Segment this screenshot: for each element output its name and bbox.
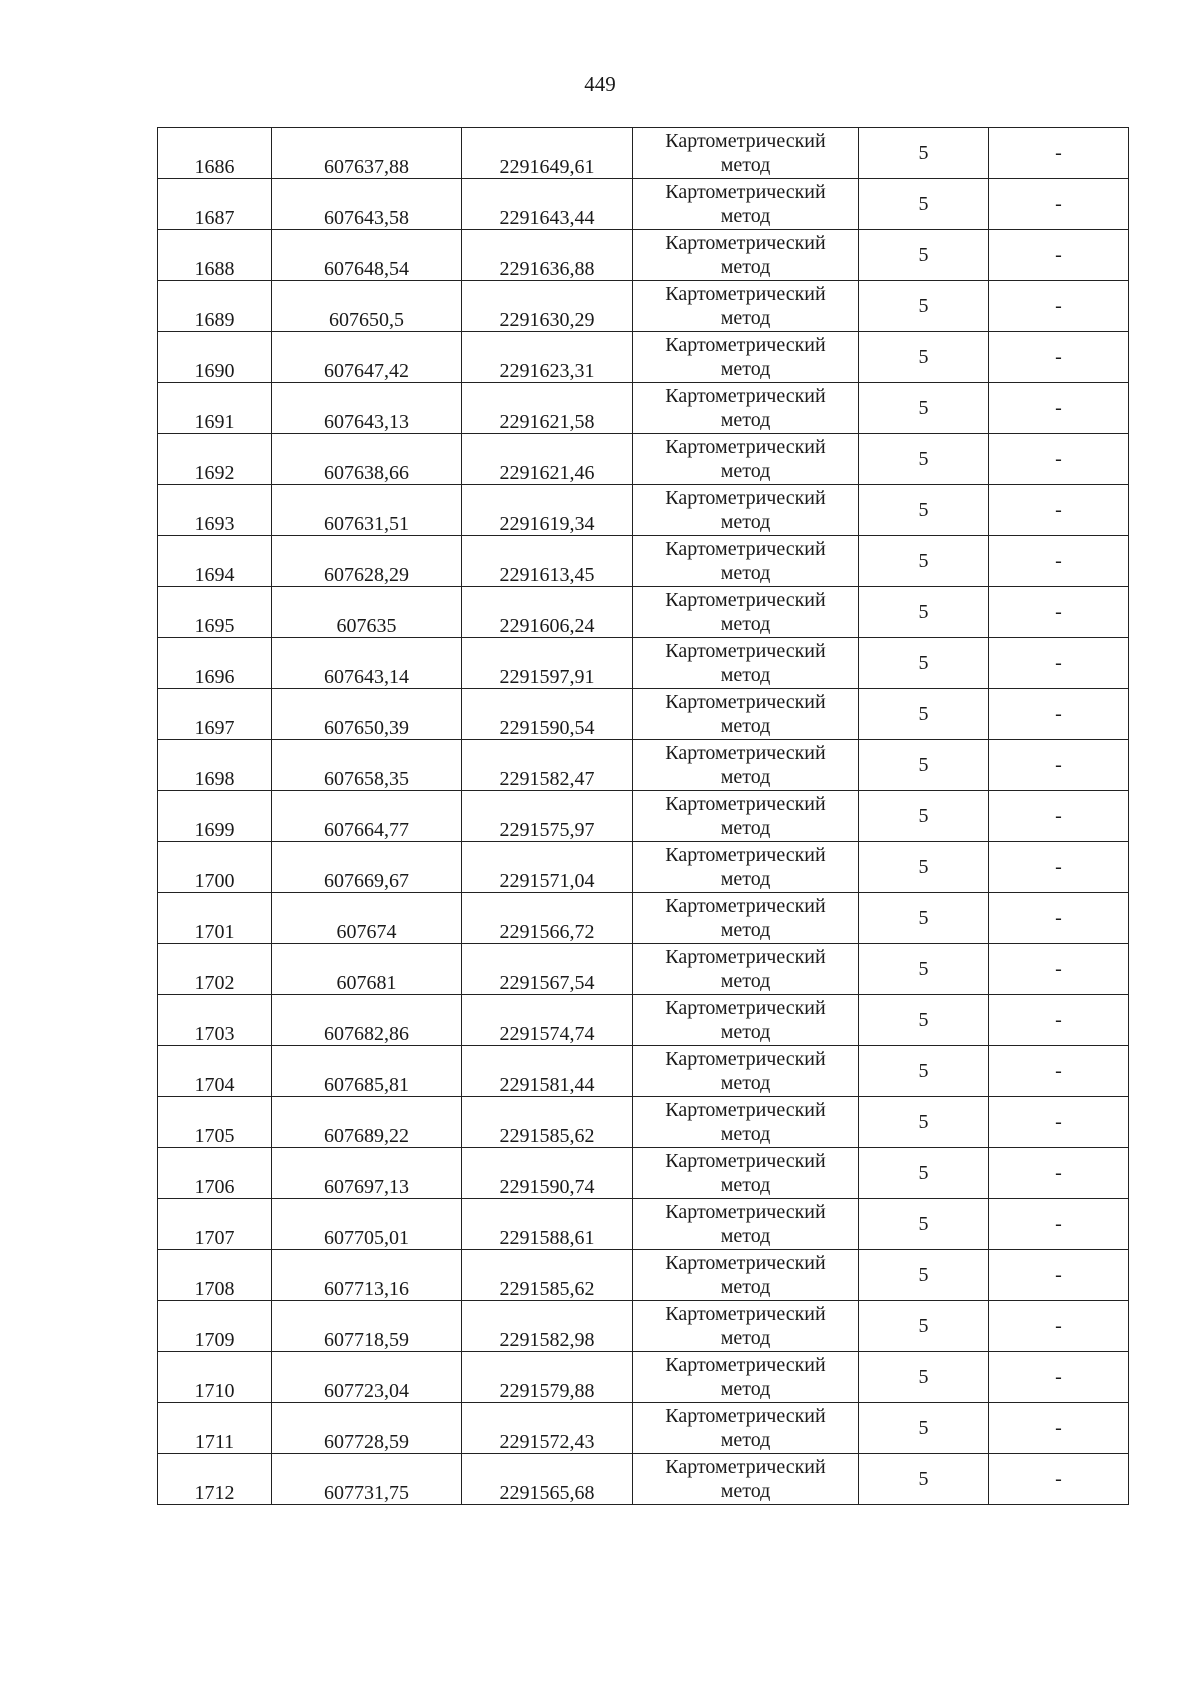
- method-line-2: метод: [720, 817, 771, 839]
- y-coordinate-cell: 2291621,58: [462, 383, 633, 434]
- table-row: [158, 383, 1129, 434]
- accuracy-cell: 5: [859, 740, 989, 791]
- y-coordinate-cell: 2291606,24: [462, 587, 633, 638]
- description-cell: -: [989, 179, 1129, 230]
- y-coordinate-cell: 2291567,54: [462, 944, 633, 995]
- method-cell: [633, 1250, 859, 1301]
- point-number-cell: 1711: [158, 1403, 272, 1454]
- method-cell: [633, 485, 859, 536]
- table-row: [158, 1199, 1129, 1250]
- x-coordinate-cell: 607643,13: [272, 383, 462, 434]
- accuracy-cell: 5: [859, 1148, 989, 1199]
- point-number-cell: 1692: [158, 434, 272, 485]
- point-number-cell: 1699: [158, 791, 272, 842]
- method-line-1: Картометрический: [665, 1252, 826, 1274]
- table-row: [158, 638, 1129, 689]
- accuracy-cell: 5: [859, 587, 989, 638]
- y-coordinate-cell: 2291590,54: [462, 689, 633, 740]
- description-cell: -: [989, 281, 1129, 332]
- method-line-2: метод: [720, 1225, 771, 1247]
- point-number-cell: 1695: [158, 587, 272, 638]
- point-number-cell: 1705: [158, 1097, 272, 1148]
- accuracy-cell: 5: [859, 128, 989, 179]
- method-line-1: Картометрический: [665, 1303, 826, 1325]
- accuracy-cell: 5: [859, 1301, 989, 1352]
- x-coordinate-cell: 607682,86: [272, 995, 462, 1046]
- description-cell: -: [989, 332, 1129, 383]
- method-line-2: метод: [720, 1123, 771, 1145]
- method-cell: [633, 536, 859, 587]
- x-coordinate-cell: 607718,59: [272, 1301, 462, 1352]
- method-line-1: Картометрический: [665, 385, 826, 407]
- accuracy-cell: 5: [859, 638, 989, 689]
- y-coordinate-cell: 2291630,29: [462, 281, 633, 332]
- point-number-cell: 1698: [158, 740, 272, 791]
- point-number-cell: 1687: [158, 179, 272, 230]
- method-line-2: метод: [720, 919, 771, 941]
- table-row: [158, 1046, 1129, 1097]
- description-cell: -: [989, 842, 1129, 893]
- description-cell: -: [989, 1352, 1129, 1403]
- method-line-1: Картометрический: [665, 334, 826, 356]
- x-coordinate-cell: 607650,5: [272, 281, 462, 332]
- x-coordinate-cell: 607643,58: [272, 179, 462, 230]
- y-coordinate-cell: 2291636,88: [462, 230, 633, 281]
- description-cell: -: [989, 434, 1129, 485]
- method-line-2: метод: [720, 1327, 771, 1349]
- point-number-cell: 1686: [158, 128, 272, 179]
- method-line-1: Картометрический: [665, 640, 826, 662]
- accuracy-cell: 5: [859, 383, 989, 434]
- method-line-2: метод: [720, 1174, 771, 1196]
- point-number-cell: 1688: [158, 230, 272, 281]
- method-cell: [633, 1454, 859, 1505]
- table-row: [158, 944, 1129, 995]
- method-line-1: Картометрический: [665, 742, 826, 764]
- accuracy-cell: 5: [859, 536, 989, 587]
- accuracy-cell: 5: [859, 1097, 989, 1148]
- table-row: [158, 587, 1129, 638]
- y-coordinate-cell: 2291613,45: [462, 536, 633, 587]
- method-line-1: Картометрический: [665, 691, 826, 713]
- point-number-cell: 1708: [158, 1250, 272, 1301]
- point-number-cell: 1707: [158, 1199, 272, 1250]
- description-cell: -: [989, 944, 1129, 995]
- page-number: 449: [584, 72, 616, 96]
- accuracy-cell: 5: [859, 893, 989, 944]
- point-number-cell: 1691: [158, 383, 272, 434]
- point-number-cell: 1697: [158, 689, 272, 740]
- method-line-1: Картометрический: [665, 793, 826, 815]
- table-row: [158, 230, 1129, 281]
- point-number-cell: 1690: [158, 332, 272, 383]
- method-cell: [633, 587, 859, 638]
- method-cell: [633, 128, 859, 179]
- method-line-2: метод: [720, 664, 771, 686]
- x-coordinate-cell: 607689,22: [272, 1097, 462, 1148]
- method-line-1: Картометрический: [665, 283, 826, 305]
- accuracy-cell: 5: [859, 1403, 989, 1454]
- method-cell: [633, 638, 859, 689]
- description-cell: -: [989, 893, 1129, 944]
- y-coordinate-cell: 2291566,72: [462, 893, 633, 944]
- description-cell: -: [989, 1250, 1129, 1301]
- y-coordinate-cell: 2291588,61: [462, 1199, 633, 1250]
- description-cell: -: [989, 791, 1129, 842]
- method-line-1: Картометрический: [665, 844, 826, 866]
- method-line-1: Картометрический: [665, 997, 826, 1019]
- point-number-cell: 1693: [158, 485, 272, 536]
- point-number-cell: 1710: [158, 1352, 272, 1403]
- method-cell: [633, 1148, 859, 1199]
- method-line-2: метод: [720, 358, 771, 380]
- method-line-2: метод: [720, 1378, 771, 1400]
- method-line-1: Картометрический: [665, 181, 826, 203]
- method-line-1: Картометрический: [665, 1405, 826, 1427]
- point-number-cell: 1704: [158, 1046, 272, 1097]
- x-coordinate-cell: 607664,77: [272, 791, 462, 842]
- x-coordinate-cell: 607728,59: [272, 1403, 462, 1454]
- accuracy-cell: 5: [859, 434, 989, 485]
- method-line-2: метод: [720, 307, 771, 329]
- table-row: [158, 1454, 1129, 1505]
- point-number-cell: 1701: [158, 893, 272, 944]
- method-cell: [633, 1403, 859, 1454]
- x-coordinate-cell: 607638,66: [272, 434, 462, 485]
- method-cell: [633, 893, 859, 944]
- method-line-2: метод: [720, 1276, 771, 1298]
- description-cell: -: [989, 587, 1129, 638]
- y-coordinate-cell: 2291590,74: [462, 1148, 633, 1199]
- method-cell: [633, 995, 859, 1046]
- method-line-2: метод: [720, 409, 771, 431]
- y-coordinate-cell: 2291565,68: [462, 1454, 633, 1505]
- description-cell: -: [989, 995, 1129, 1046]
- method-cell: [633, 1199, 859, 1250]
- method-line-1: Картометрический: [665, 1099, 826, 1121]
- description-cell: -: [989, 1148, 1129, 1199]
- method-cell: [633, 1046, 859, 1097]
- accuracy-cell: 5: [859, 791, 989, 842]
- point-number-cell: 1700: [158, 842, 272, 893]
- method-line-2: метод: [720, 460, 771, 482]
- table-row: [158, 740, 1129, 791]
- method-line-1: Картометрический: [665, 1048, 826, 1070]
- x-coordinate-cell: 607658,35: [272, 740, 462, 791]
- table-row: [158, 1148, 1129, 1199]
- y-coordinate-cell: 2291597,91: [462, 638, 633, 689]
- accuracy-cell: 5: [859, 485, 989, 536]
- table-row: [158, 332, 1129, 383]
- table-row: [158, 536, 1129, 587]
- accuracy-cell: 5: [859, 995, 989, 1046]
- method-line-2: метод: [720, 868, 771, 890]
- method-line-1: Картометрический: [665, 1354, 826, 1376]
- table-row: [158, 791, 1129, 842]
- accuracy-cell: 5: [859, 1046, 989, 1097]
- method-line-2: метод: [720, 205, 771, 227]
- y-coordinate-cell: 2291574,74: [462, 995, 633, 1046]
- method-line-2: метод: [720, 613, 771, 635]
- y-coordinate-cell: 2291649,61: [462, 128, 633, 179]
- method-cell: [633, 281, 859, 332]
- method-line-2: метод: [720, 1021, 771, 1043]
- description-cell: -: [989, 1046, 1129, 1097]
- x-coordinate-cell: 607713,16: [272, 1250, 462, 1301]
- x-coordinate-cell: 607723,04: [272, 1352, 462, 1403]
- method-line-1: Картометрический: [665, 232, 826, 254]
- accuracy-cell: 5: [859, 1454, 989, 1505]
- y-coordinate-cell: 2291579,88: [462, 1352, 633, 1403]
- y-coordinate-cell: 2291619,34: [462, 485, 633, 536]
- description-cell: -: [989, 1199, 1129, 1250]
- method-cell: [633, 1352, 859, 1403]
- method-line-2: метод: [720, 1429, 771, 1451]
- y-coordinate-cell: 2291575,97: [462, 791, 633, 842]
- table-row: [158, 995, 1129, 1046]
- method-line-1: Картометрический: [665, 130, 826, 152]
- y-coordinate-cell: 2291572,43: [462, 1403, 633, 1454]
- method-cell: [633, 842, 859, 893]
- accuracy-cell: 5: [859, 944, 989, 995]
- method-line-2: метод: [720, 766, 771, 788]
- method-line-2: метод: [720, 511, 771, 533]
- method-cell: [633, 230, 859, 281]
- method-cell: [633, 740, 859, 791]
- x-coordinate-cell: 607685,81: [272, 1046, 462, 1097]
- description-cell: -: [989, 1097, 1129, 1148]
- y-coordinate-cell: 2291582,47: [462, 740, 633, 791]
- x-coordinate-cell: 607637,88: [272, 128, 462, 179]
- method-cell: [633, 1301, 859, 1352]
- description-cell: -: [989, 1301, 1129, 1352]
- method-cell: [633, 332, 859, 383]
- table-row: [158, 128, 1129, 179]
- description-cell: -: [989, 485, 1129, 536]
- table-row: [158, 485, 1129, 536]
- description-cell: -: [989, 740, 1129, 791]
- accuracy-cell: 5: [859, 281, 989, 332]
- table-row: [158, 1301, 1129, 1352]
- table-row: [158, 689, 1129, 740]
- accuracy-cell: 5: [859, 1352, 989, 1403]
- method-line-1: Картометрический: [665, 589, 826, 611]
- x-coordinate-cell: 607705,01: [272, 1199, 462, 1250]
- accuracy-cell: 5: [859, 230, 989, 281]
- accuracy-cell: 5: [859, 1250, 989, 1301]
- description-cell: -: [989, 1403, 1129, 1454]
- x-coordinate-cell: 607674: [272, 893, 462, 944]
- point-number-cell: 1702: [158, 944, 272, 995]
- description-cell: -: [989, 689, 1129, 740]
- table-row: [158, 842, 1129, 893]
- point-number-cell: 1703: [158, 995, 272, 1046]
- x-coordinate-cell: 607631,51: [272, 485, 462, 536]
- method-line-2: метод: [720, 256, 771, 278]
- description-cell: -: [989, 128, 1129, 179]
- method-line-1: Картометрический: [665, 1456, 826, 1478]
- accuracy-cell: 5: [859, 1199, 989, 1250]
- table-row: [158, 434, 1129, 485]
- table-row: [158, 179, 1129, 230]
- point-number-cell: 1694: [158, 536, 272, 587]
- accuracy-cell: 5: [859, 689, 989, 740]
- method-cell: [633, 434, 859, 485]
- description-cell: -: [989, 1454, 1129, 1505]
- x-coordinate-cell: 607669,67: [272, 842, 462, 893]
- y-coordinate-cell: 2291585,62: [462, 1250, 633, 1301]
- method-line-1: Картометрический: [665, 1201, 826, 1223]
- y-coordinate-cell: 2291571,04: [462, 842, 633, 893]
- method-cell: [633, 944, 859, 995]
- method-line-2: метод: [720, 1480, 771, 1502]
- point-number-cell: 1696: [158, 638, 272, 689]
- method-line-1: Картометрический: [665, 895, 826, 917]
- method-cell: [633, 179, 859, 230]
- description-cell: -: [989, 536, 1129, 587]
- method-line-1: Картометрический: [665, 436, 826, 458]
- y-coordinate-cell: 2291623,31: [462, 332, 633, 383]
- x-coordinate-cell: 607635: [272, 587, 462, 638]
- x-coordinate-cell: 607628,29: [272, 536, 462, 587]
- method-line-2: метод: [720, 154, 771, 176]
- table-row: [158, 1097, 1129, 1148]
- method-cell: [633, 1097, 859, 1148]
- method-line-1: Картометрический: [665, 487, 826, 509]
- table-row: [158, 1403, 1129, 1454]
- table-row: [158, 281, 1129, 332]
- description-cell: -: [989, 230, 1129, 281]
- accuracy-cell: 5: [859, 332, 989, 383]
- method-line-1: Картометрический: [665, 946, 826, 968]
- method-line-2: метод: [720, 715, 771, 737]
- method-line-1: Картометрический: [665, 1150, 826, 1172]
- method-line-2: метод: [720, 1072, 771, 1094]
- x-coordinate-cell: 607643,14: [272, 638, 462, 689]
- point-number-cell: 1709: [158, 1301, 272, 1352]
- table-row: [158, 1250, 1129, 1301]
- x-coordinate-cell: 607648,54: [272, 230, 462, 281]
- method-cell: [633, 791, 859, 842]
- y-coordinate-cell: 2291643,44: [462, 179, 633, 230]
- point-number-cell: 1706: [158, 1148, 272, 1199]
- table-row: [158, 1352, 1129, 1403]
- y-coordinate-cell: 2291585,62: [462, 1097, 633, 1148]
- description-cell: -: [989, 638, 1129, 689]
- table-body: [158, 128, 1129, 1505]
- method-cell: [633, 689, 859, 740]
- y-coordinate-cell: 2291581,44: [462, 1046, 633, 1097]
- coordinates-table: [157, 127, 1129, 1505]
- method-cell: [633, 383, 859, 434]
- x-coordinate-cell: 607650,39: [272, 689, 462, 740]
- point-number-cell: 1712: [158, 1454, 272, 1505]
- method-line-2: метод: [720, 970, 771, 992]
- y-coordinate-cell: 2291582,98: [462, 1301, 633, 1352]
- accuracy-cell: 5: [859, 842, 989, 893]
- x-coordinate-cell: 607731,75: [272, 1454, 462, 1505]
- x-coordinate-cell: 607681: [272, 944, 462, 995]
- method-line-2: метод: [720, 562, 771, 584]
- accuracy-cell: 5: [859, 179, 989, 230]
- description-cell: -: [989, 383, 1129, 434]
- y-coordinate-cell: 2291621,46: [462, 434, 633, 485]
- method-line-1: Картометрический: [665, 538, 826, 560]
- table-row: [158, 893, 1129, 944]
- x-coordinate-cell: 607647,42: [272, 332, 462, 383]
- x-coordinate-cell: 607697,13: [272, 1148, 462, 1199]
- point-number-cell: 1689: [158, 281, 272, 332]
